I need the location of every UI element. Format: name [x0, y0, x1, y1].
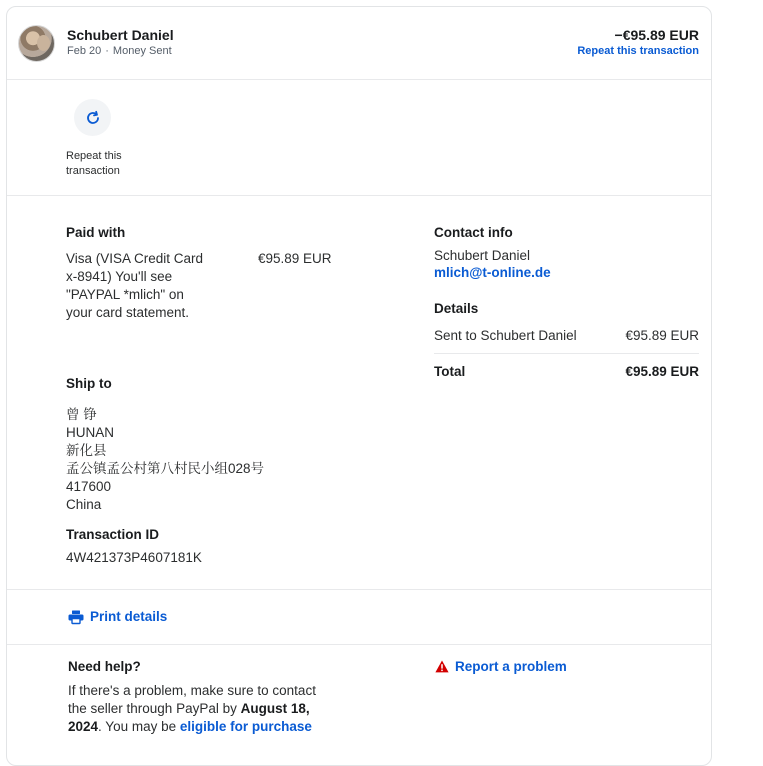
refresh-icon: [85, 110, 101, 126]
divider: [7, 644, 711, 645]
contact-email-link[interactable]: mlich@t-online.de: [434, 265, 551, 280]
transaction-id-heading: Transaction ID: [66, 527, 160, 542]
help-text-part: If there's a problem, make sure to contact the seller through PayPal by: [68, 683, 316, 716]
address-line: China: [66, 497, 102, 512]
need-help-heading: Need help?: [68, 659, 141, 674]
sent-to-label: Sent to Schubert Daniel: [434, 328, 577, 343]
transaction-amount: −€95.89 EUR: [614, 27, 699, 43]
paid-with-heading: Paid with: [66, 225, 126, 240]
printer-icon: [68, 610, 84, 624]
help-text: [68, 682, 338, 736]
address-line: HUNAN: [66, 425, 115, 440]
divider: [7, 79, 711, 80]
address-line: 曾 铮: [66, 407, 97, 422]
details-heading: Details: [434, 301, 479, 316]
divider: [434, 353, 699, 354]
print-details-button[interactable]: [68, 609, 167, 624]
address-line: 新化县: [66, 443, 107, 458]
transaction-subline: [67, 45, 172, 57]
repeat-transaction-button[interactable]: [74, 99, 111, 136]
shipping-address: [66, 406, 264, 514]
transaction-type: Money Sent: [112, 45, 172, 57]
help-text-part: . You may be: [98, 719, 180, 734]
transaction-card: [6, 6, 712, 766]
divider: [7, 195, 711, 196]
avatar: [18, 25, 55, 62]
ship-to-heading: Ship to: [66, 376, 112, 391]
report-problem-label: Report a problem: [455, 659, 567, 674]
repeat-transaction-link[interactable]: Repeat this transaction: [577, 45, 699, 57]
contact-name: Schubert Daniel: [434, 248, 531, 263]
warning-icon: [435, 660, 449, 673]
address-line: 孟公镇孟公村第八村民小组028号: [66, 461, 265, 476]
contact-info-heading: Contact info: [434, 225, 513, 240]
report-problem-button[interactable]: [435, 659, 567, 674]
divider: [7, 589, 711, 590]
purchase-protection-link[interactable]: eligible for purchase: [179, 719, 312, 734]
payment-method-description: Visa (VISA Credit Card x-8941) You'll see "PAYPAL *mlich" on your card statement.: [66, 251, 204, 320]
payment-amount: €95.89 EUR: [258, 251, 332, 266]
sent-amount: €95.89 EUR: [625, 328, 699, 343]
transaction-date: Feb 20: [67, 45, 102, 57]
help-deadline-date: August 18, 2024: [68, 701, 310, 734]
repeat-transaction-label: Repeat this transaction: [66, 150, 122, 177]
total-label: Total: [434, 364, 466, 379]
print-details-label: Print details: [90, 609, 168, 624]
separator: ·: [105, 45, 109, 57]
total-amount: €95.89 EUR: [625, 364, 699, 379]
recipient-name: Schubert Daniel: [67, 27, 174, 43]
address-line: 417600: [66, 479, 112, 494]
transaction-id: 4W421373P4607181K: [66, 550, 202, 565]
